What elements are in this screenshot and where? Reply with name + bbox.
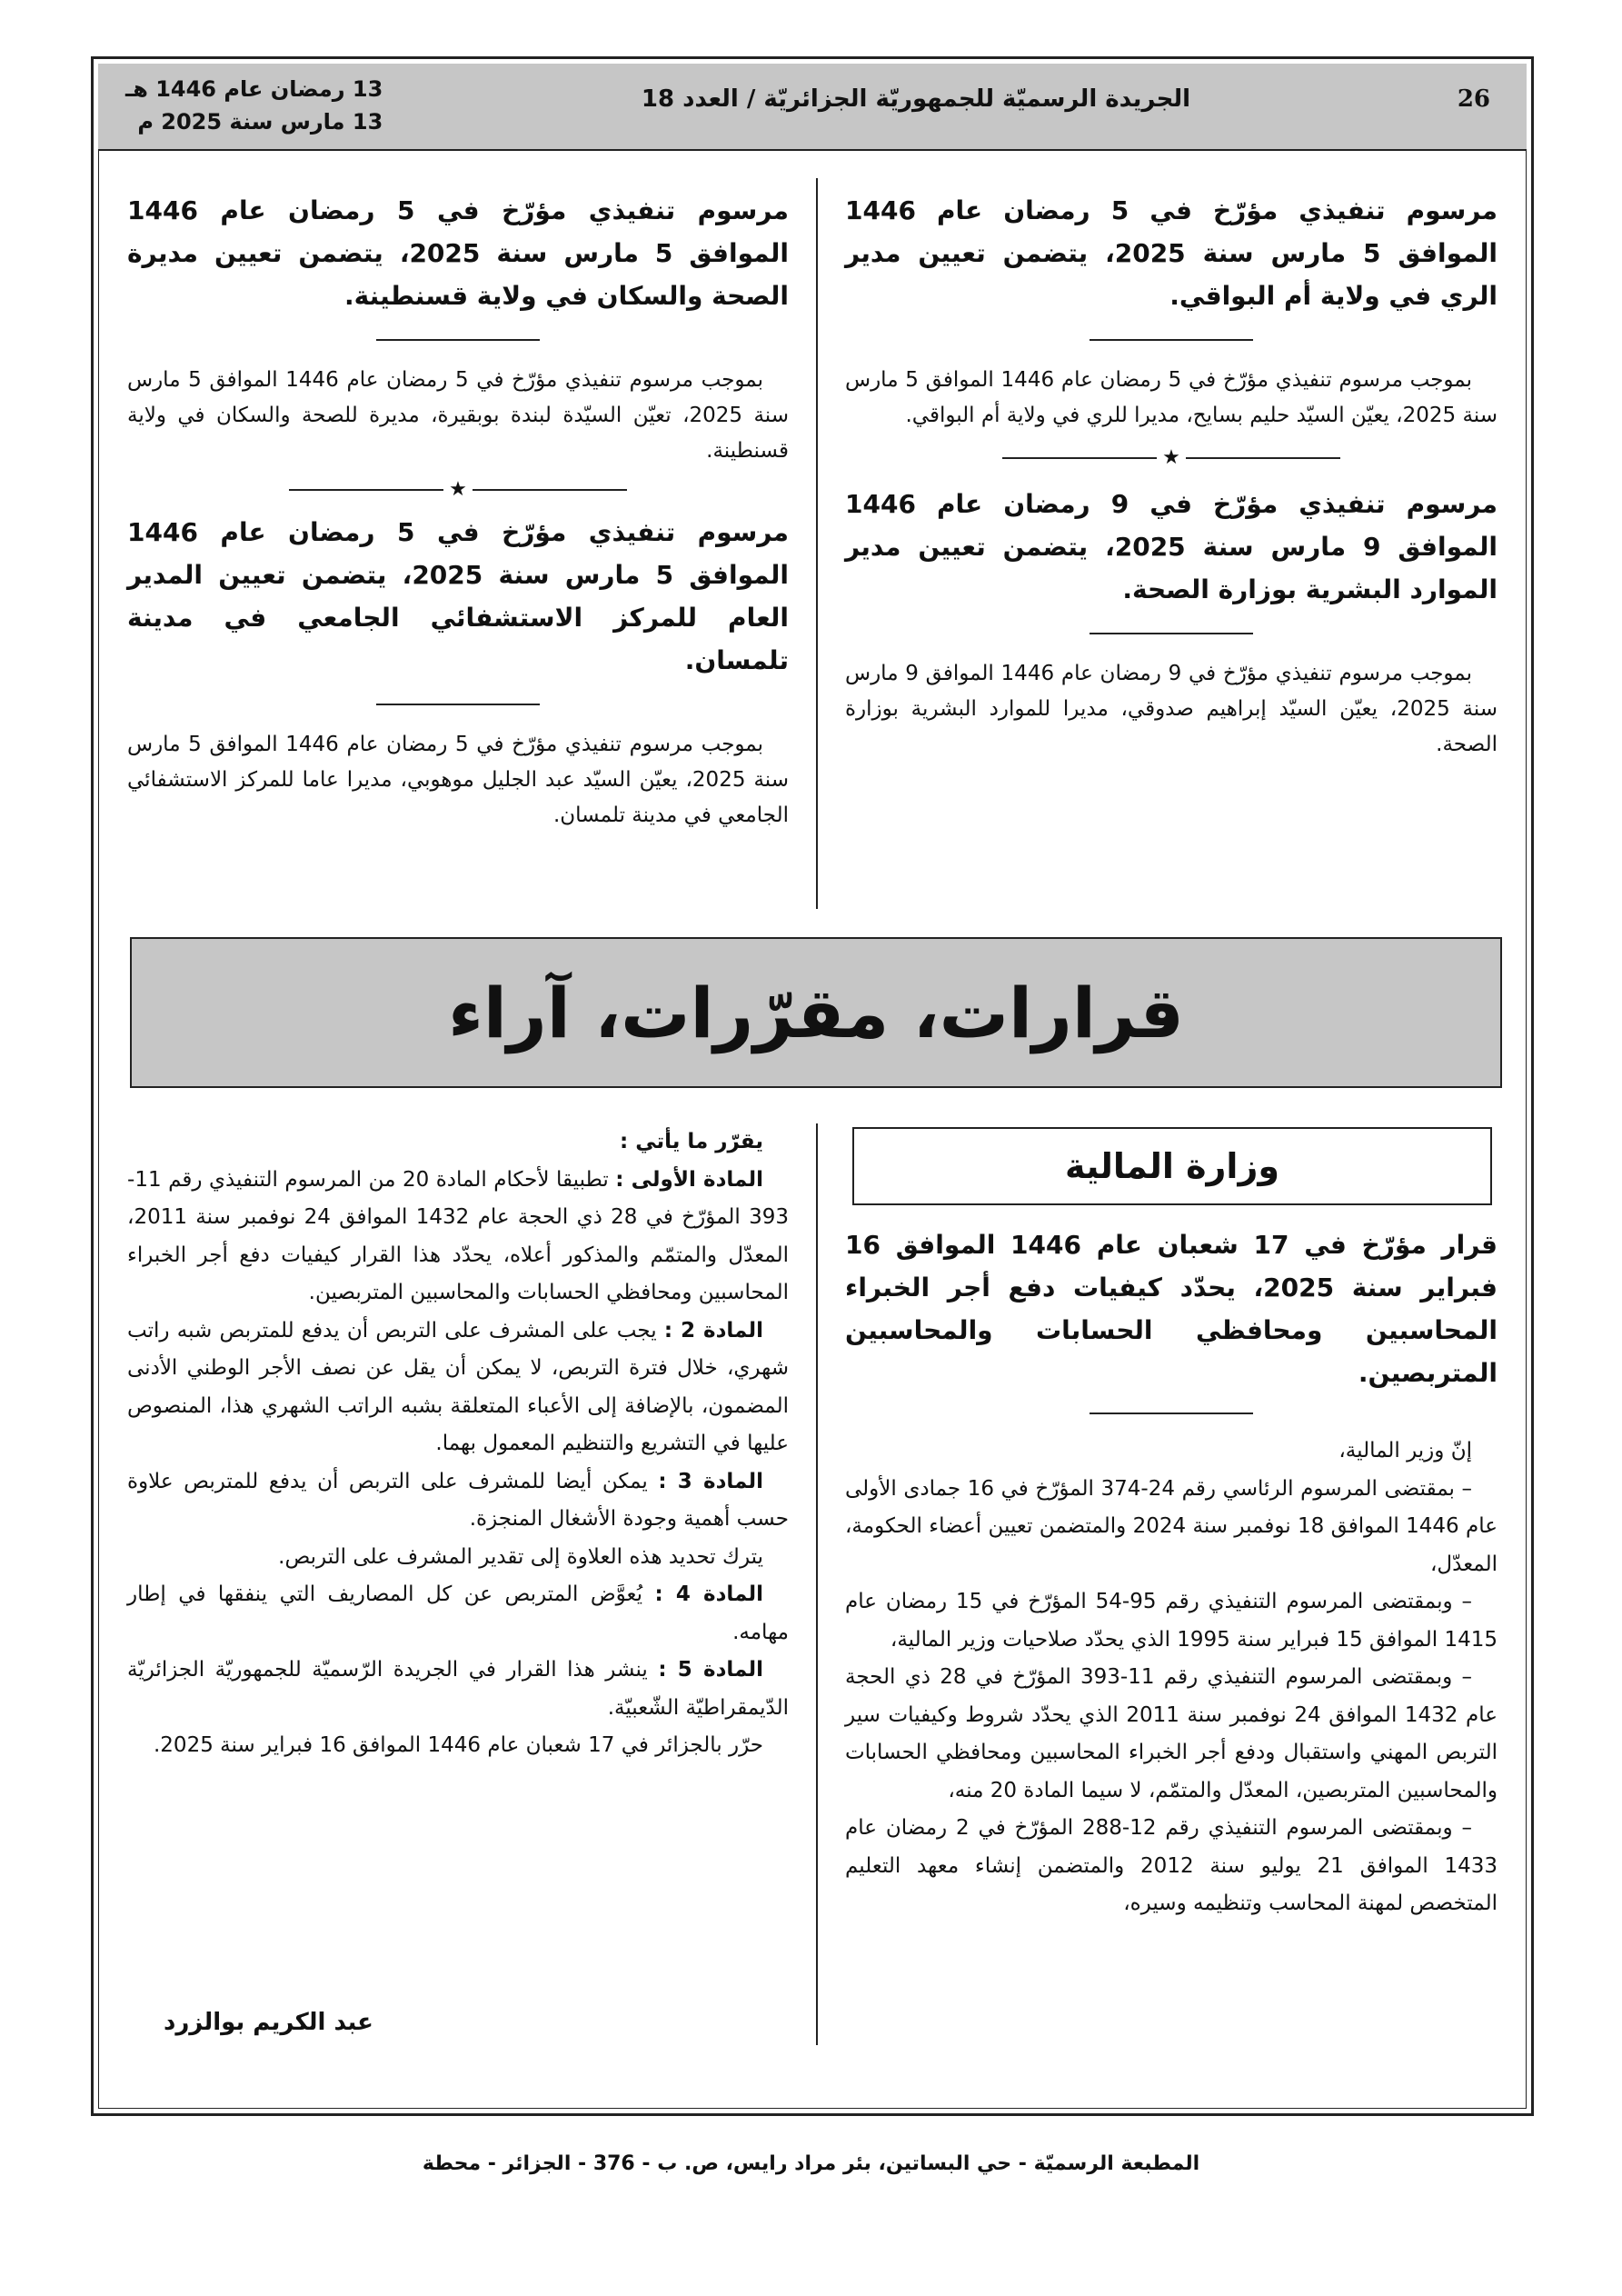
article-text: يجب على المشرف على التربص أن يدفع للمتربص شبه راتب شهري، خلال فترة التربص، لا يمكن أن يقل عن نصف الأجر الوطني الأدنى المضمون، بالإضافة إلى الأعباء المتعلقة بشبه الراتب الشهري هذا، المنصوص عليها في التشريع والتنظيم المعمول بهما. [127, 1318, 789, 1455]
decree-body: بموجب مرسوم تنفيذي مؤرّخ في 5 رمضان عام 1446 الموافق 5 مارس سنة 2025، تعيّن السيّدة لبندة بوبقيرة، مديرة للصحة والسكان في ولاية قسنطينة. [127, 368, 789, 463]
consideration: – وبمقتضى المرسوم التنفيذي رقم 12-288 المؤرّخ في 2 رمضان عام 1433 الموافق 21 يوليو سنة 2012 والمتضمن إنشاء معهد التعليم المتخصص لمهنة المحاسب وتنظيمه وسيره، [845, 1816, 1498, 1915]
article-label: المادة 2 : [663, 1318, 764, 1343]
separator-line [1090, 633, 1253, 634]
article [127, 1463, 789, 1539]
decree-title: مرسوم تنفيذي مؤرّخ في 9 رمضان عام 1446 الموافق 9 مارس سنة 2025، يتضمن تعيين مدير الموارد البشرية بوزارة الصحة. [845, 489, 1498, 604]
star-separator [845, 448, 1498, 468]
page-footer: المطبعة الرسميّة - حي البساتين، بئر مراد رايس، ص. ب - 376 - الجزائر - محطة [422, 2152, 1200, 2175]
page-number: 26 [1457, 85, 1490, 113]
decree-title: مرسوم تنفيذي مؤرّخ في 5 رمضان عام 1446 الموافق 5 مارس سنة 2025، يتضمن تعيين مدير الري في ولاية أم البواقي. [845, 195, 1498, 311]
article-label: المادة 4 : [654, 1582, 763, 1606]
separator-line [1090, 1413, 1253, 1414]
consideration: – وبمقتضى المرسوم التنفيذي رقم 95-54 المؤرّخ في 15 رمضان عام 1415 الموافق 15 فبراير سنة 1995 الذي يحدّد صلاحيات وزير المالية، [845, 1590, 1498, 1652]
article-label: المادة الأولى : [615, 1167, 763, 1192]
star-icon: ★ [449, 478, 467, 501]
separator-line [376, 339, 540, 341]
decree-title: مرسوم تنفيذي مؤرّخ في 5 رمضان عام 1446 الموافق 5 مارس سنة 2025، يتضمن تعيين المدير العام للمركز الاستشفائي الجامعي في مدينة تلمسان. [127, 517, 790, 675]
ministry-name: وزارة المالية [1065, 1146, 1279, 1186]
article [127, 1539, 789, 1577]
article [127, 1652, 789, 1727]
section-banner-title: قرارات، مقرّرات، آراء [448, 972, 1184, 1053]
decree-body: بموجب مرسوم تنفيذي مؤرّخ في 9 رمضان عام 1446 الموافق 9 مارس سنة 2025، يعيّن السيّد إبراهيم صدوقي، مديرا للموارد البشرية بوزارة الصحة. [845, 662, 1498, 756]
decision-articles [127, 1123, 789, 1765]
decision-intro: إنّ وزير المالية، [1338, 1439, 1472, 1462]
star-separator [127, 480, 789, 500]
decides-heading: يقرّر ما يأتي : [619, 1130, 763, 1153]
section-banner [130, 937, 1502, 1088]
article [127, 1576, 789, 1652]
decree-body: بموجب مرسوم تنفيذي مؤرّخ في 5 رمضان عام 1446 الموافق 5 مارس سنة 2025، يعيّن السيّد حليم بسايح، مديرا للري في ولاية أم البواقي. [845, 368, 1498, 427]
separator-line [376, 704, 540, 705]
article-label: المادة 3 : [658, 1469, 763, 1493]
decision-title: قرار مؤرّخ في 17 شعبان عام 1446 الموافق 16 فبراير سنة 2025، يحدّد كيفيات دفع أجر الخبراء المحاسبين ومحافظي الحسابات والمحاسبين المتربصين. [845, 1230, 1498, 1388]
done-at: حرّر بالجزائر في 17 شعبان عام 1446 الموافق 16 فبراير سنة 2025. [153, 1733, 763, 1757]
article-label: المادة 5 : [658, 1658, 763, 1682]
star-icon: ★ [1162, 446, 1180, 469]
article-text: يمكن أيضا للمشرف على التربص أن يدفع للمتربص علاوة حسب أهمية وجودة الأشغال المنجزة. [127, 1469, 789, 1531]
column-divider-top [816, 178, 818, 909]
right-column-decrees [845, 189, 1498, 763]
consideration: – وبمقتضى المرسوم التنفيذي رقم 11-393 المؤرّخ في 28 ذي الحجة عام 1432 الموافق 24 نوفمبر سنة 2011 الذي يحدّد شروط وكيفيات سير التربص المهني واستقبال ودفع أجر الخبراء المحاسبين ومحافظي الحسابات والمحاسبين المتربصين، المعدّل والمتمّم، لا سيما المادة 20 منه، [845, 1665, 1498, 1802]
decree-title: مرسوم تنفيذي مؤرّخ في 5 رمضان عام 1446 الموافق 5 مارس سنة 2025، يتضمن تعيين مديرة الصحة والسكان في ولاية قسنطينة. [127, 195, 790, 311]
article [127, 1162, 789, 1313]
gregorian-date: 13 مارس سنة 2025 م [137, 109, 383, 135]
decree-body: بموجب مرسوم تنفيذي مؤرّخ في 5 رمضان عام 1446 الموافق 5 مارس سنة 2025، يعيّن السيّد عبد الجليل موهوبي، مديرا عاما للمركز الاستشفائي الجامعي في مدينة تلمسان. [127, 733, 789, 827]
decision-preamble [845, 1223, 1498, 1923]
separator-line [1090, 339, 1253, 341]
article-text: تطبيقا لأحكام المادة 20 من المرسوم التنفيذي رقم 11-393 المؤرّخ في 28 ذي الحجة عام 1432 الموافق 24 نوفمبر سنة 2011، المعدّل والمتمّم والمذكور أعلاه، يحدّد هذا القرار كيفيات دفع أجر الخبراء المحاسبين ومحافظي الحسابات والمحاسبين المتربصين. [127, 1167, 789, 1304]
hijri-date: 13 رمضان عام 1446 هـ [125, 76, 383, 102]
journal-title: الجريدة الرسميّة للجمهوريّة الجزائريّة / العدد 18 [641, 85, 1190, 113]
left-column-decrees [127, 189, 789, 834]
article-text: ينشر هذا القرار في الجريدة الرّسميّة للجمهوريّة الجزائريّة الدّيمقراطيّة الشّعبيّة. [127, 1658, 789, 1720]
article [127, 1313, 789, 1463]
ministry-box [852, 1127, 1492, 1205]
signature: عبد الكريم بوالزرد [164, 2009, 373, 2036]
consideration: – بمقتضى المرسوم الرئاسي رقم 24-374 المؤرّخ في 16 جمادى الأولى عام 1446 الموافق 18 نوفمبر سنة 2024 والمتضمن تعيين أعضاء الحكومة، المعدّل، [845, 1476, 1498, 1576]
article-text: يترك تحديد هذه العلاوة إلى تقدير المشرف على التربص. [278, 1544, 763, 1569]
issue-date [125, 73, 383, 138]
page-header [98, 64, 1527, 151]
column-divider-bottom [816, 1123, 818, 2045]
article-text: يُعوَّض المتربص عن كل المصاريف التي ينفقها في إطار مهامه. [127, 1582, 789, 1644]
